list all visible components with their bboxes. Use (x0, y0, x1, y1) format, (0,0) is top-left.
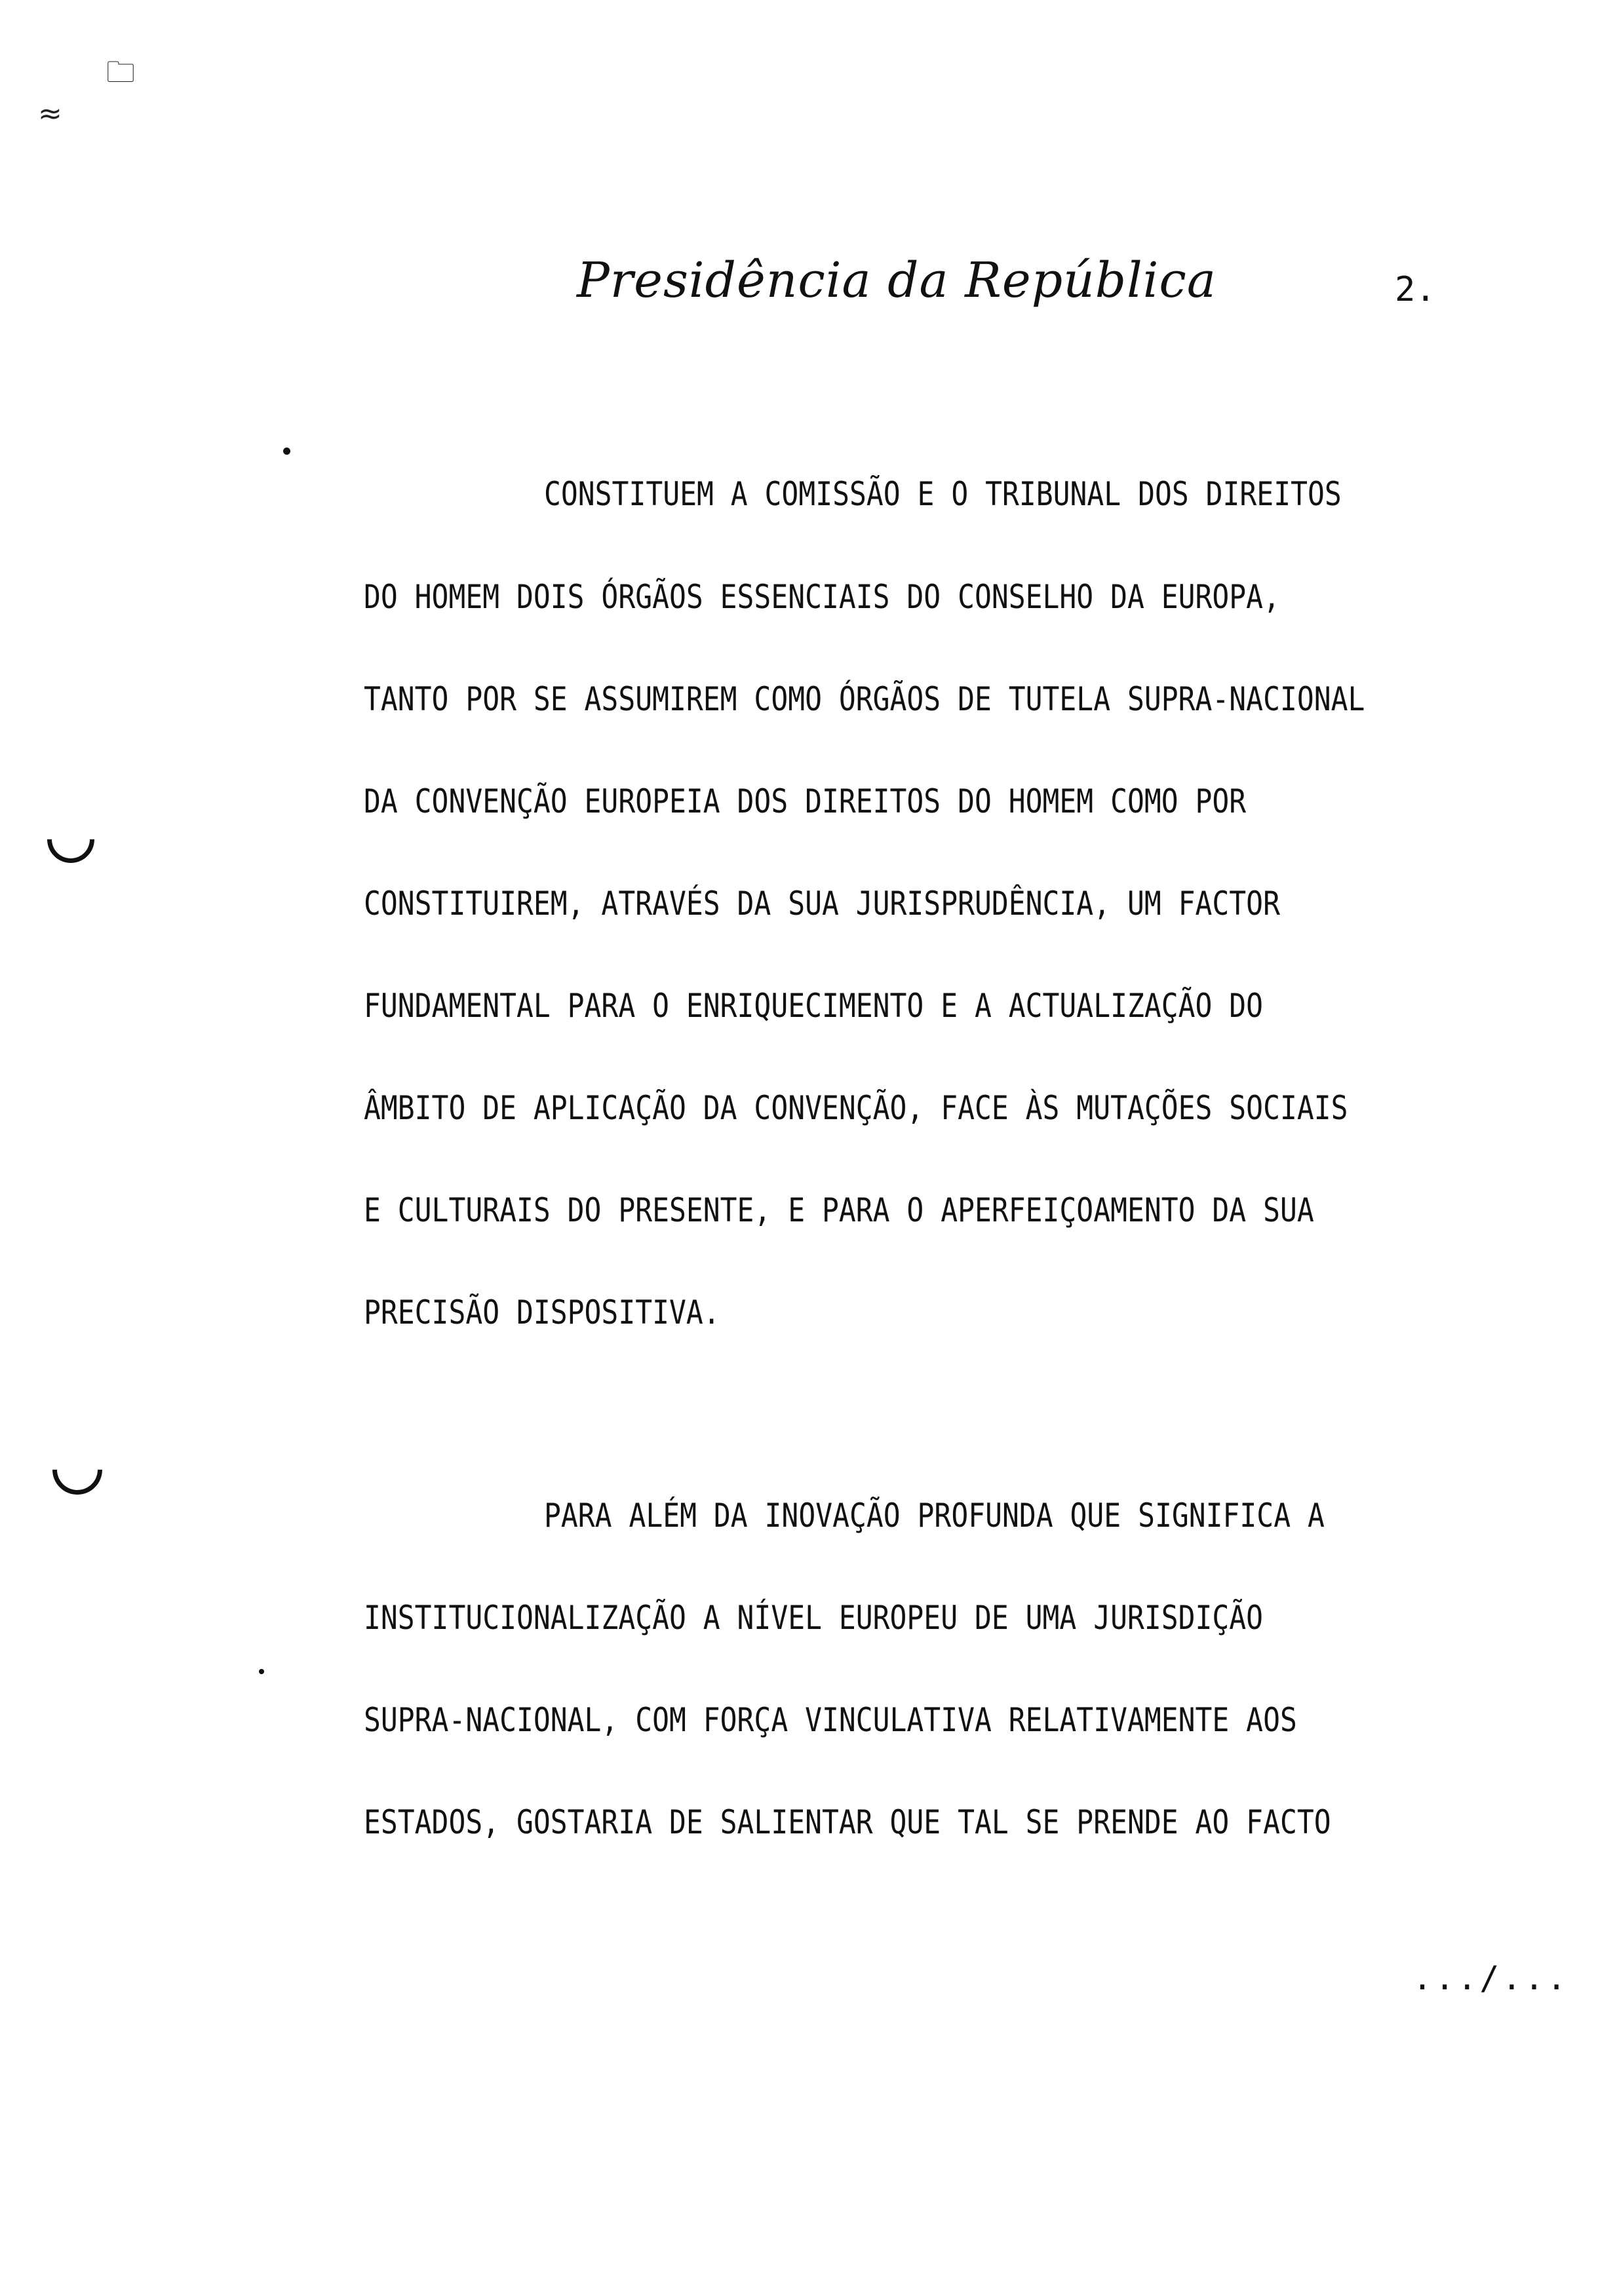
margin-scribble-icon: ≈ (38, 97, 62, 130)
paragraph-line: DA CONVENÇÃO EUROPEIA DOS DIREITOS DO HOMEM COMO POR (364, 782, 1247, 820)
continuation-marker: .../... (1412, 1959, 1569, 1997)
paragraph-line: DO HOMEM DOIS ÓRGÃOS ESSENCIAIS DO CONSELHO DA EUROPA, (364, 578, 1280, 616)
paragraph-line: TANTO POR SE ASSUMIREM COMO ÓRGÃOS DE TUTELA SUPRA-NACIONAL (364, 680, 1365, 718)
margin-dot-icon (259, 1669, 264, 1674)
paragraph-line: CONSTITUIREM, ATRAVÉS DA SUA JURISPRUDÊNCIA, UM FACTOR (364, 885, 1280, 923)
page-number: 2. (1395, 270, 1436, 309)
paragraph-line: INSTITUCIONALIZAÇÃO A NÍVEL EUROPEU DE UMA JURISDIÇÃO (364, 1599, 1264, 1637)
margin-hook-icon (42, 1434, 112, 1504)
paragraph-line: CONSTITUEM A COMISSÃO E O TRIBUNAL DOS DIREITOS (544, 475, 1342, 513)
paragraph-line: ESTADOS, GOSTARIA DE SALIENTAR QUE TAL SE PRENDE AO FACTO (364, 1803, 1331, 1841)
paragraph-line: FUNDAMENTAL PARA O ENRIQUECIMENTO E A ACTUALIZAÇÃO DO (364, 987, 1264, 1025)
paragraph-line: PARA ALÉM DA INOVAÇÃO PROFUNDA QUE SIGNIFICA A (544, 1497, 1325, 1535)
letterhead-title: Presidência da República (577, 252, 1216, 309)
paragraph-line: PRECISÃO DISPOSITIVA. (364, 1293, 720, 1331)
margin-dot-icon (283, 448, 290, 455)
paragraph-line: SUPRA-NACIONAL, COM FORÇA VINCULATIVA RELATIVAMENTE AOS (364, 1701, 1297, 1739)
paragraph-line: E CULTURAIS DO PRESENTE, E PARA O APERFEIÇOAMENTO DA SUA (364, 1191, 1314, 1229)
paragraph-line: ÂMBITO DE APLICAÇÃO DA CONVENÇÃO, FACE ÀS MUTAÇÕES SOCIAIS (364, 1089, 1348, 1127)
margin-hook-icon (37, 806, 104, 873)
margin-scribble-icon: 🗀 (106, 56, 135, 89)
